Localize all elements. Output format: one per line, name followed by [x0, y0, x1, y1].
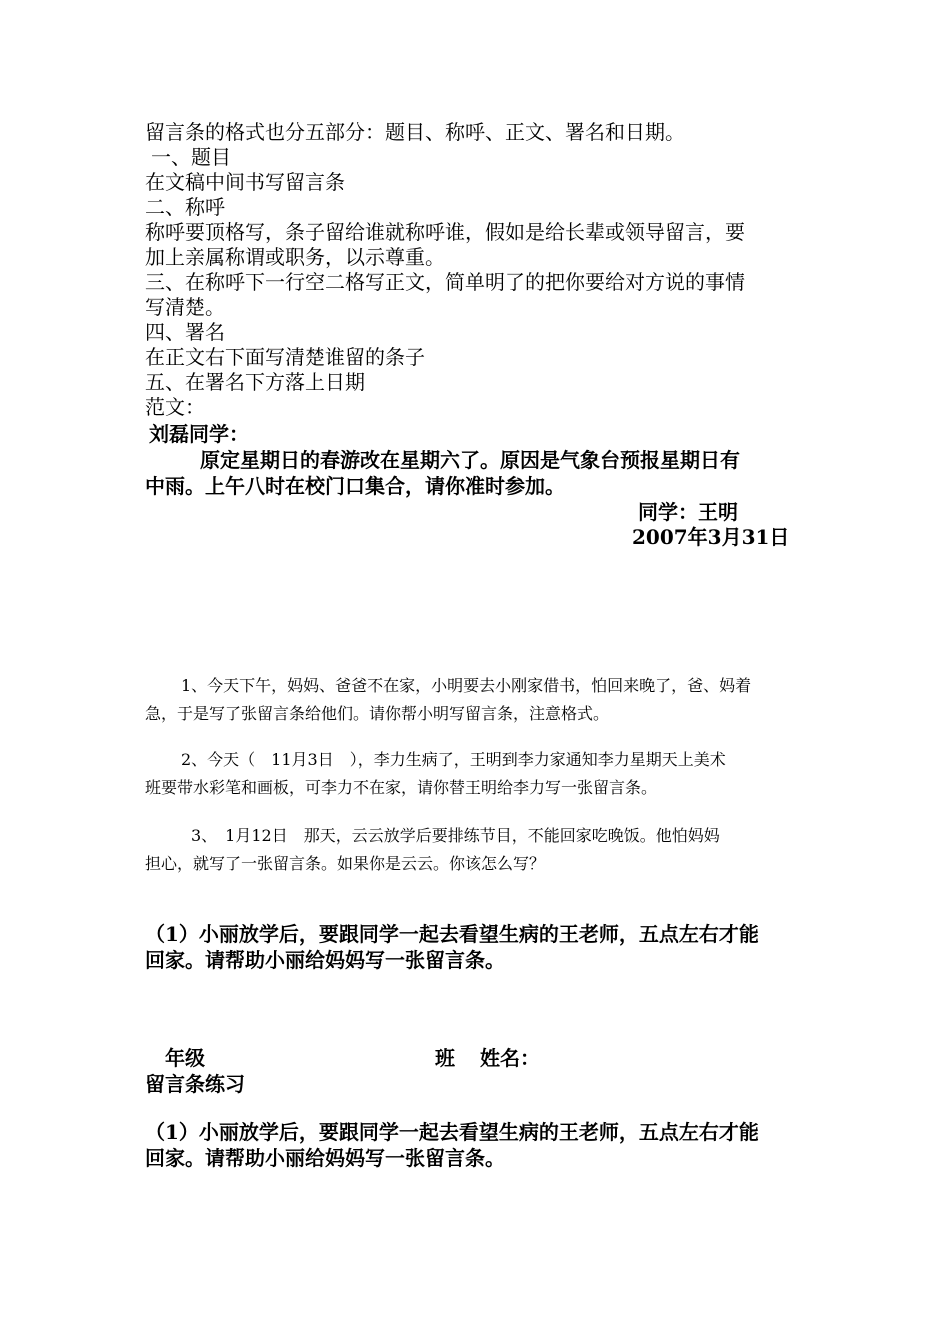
sample-body-line1: 原定星期日的春游改在星期六了。原因是气象台预报星期日有: [200, 448, 740, 472]
section-2-body-line1: 称呼要顶格写，条子留给谁就称呼谁，假如是给长辈或领导留言，要: [145, 220, 745, 244]
task-1-line1: （1）小丽放学后，要跟同学一起去看望生病的王老师，五点左右才能: [145, 922, 759, 946]
section-5: 五、在署名下方落上日期: [145, 370, 365, 394]
sample-date: 2007年3月31日: [632, 525, 790, 549]
intro-format: 留言条的格式也分五部分：题目、称呼、正文、署名和日期。: [145, 120, 685, 144]
sample-signature: 同学：王明: [638, 500, 738, 524]
name-label: 姓名：: [480, 1046, 540, 1070]
worksheet-task-line2: 回家。请帮助小丽给妈妈写一张留言条。: [145, 1146, 505, 1170]
sample-salutation: 刘磊同学：: [149, 422, 249, 446]
grade-label: 年级: [165, 1046, 205, 1070]
exercise-2-line1: 2、今天（ 11月3日 ），李力生病了，王明到李力家通知李力星期天上美术: [181, 750, 726, 769]
worksheet-task-line1: （1）小丽放学后，要跟同学一起去看望生病的王老师，五点左右才能: [145, 1120, 759, 1144]
section-2-title: 二、称呼: [145, 195, 225, 219]
section-1-title: 一、题目: [151, 145, 231, 169]
section-4-title: 四、署名: [145, 320, 225, 344]
exercise-3-line2: 担心，就写了一张留言条。如果你是云云。你该怎么写？: [145, 854, 546, 873]
class-label: 班: [435, 1046, 455, 1070]
sample-body-line2: 中雨。上午八时在校门口集合，请你准时参加。: [145, 474, 565, 498]
section-1-body: 在文稿中间书写留言条: [145, 170, 345, 194]
worksheet-title: 留言条练习: [145, 1072, 245, 1096]
exercise-2-line2: 班要带水彩笔和画板，可李力不在家，请你替王明给李力写一张留言条。: [145, 778, 658, 797]
sample-label: 范文：: [145, 395, 205, 419]
section-4-body: 在正文右下面写清楚谁留的条子: [145, 345, 425, 369]
exercise-3-line1: 3、 1月12日 那天，云云放学后要排练节目，不能回家吃晚饭。他怕妈妈: [191, 826, 720, 845]
task-1-line2: 回家。请帮助小丽给妈妈写一张留言条。: [145, 948, 505, 972]
section-2-body-line2: 加上亲属称谓或职务，以示尊重。: [145, 245, 445, 269]
section-3-line2: 写清楚。: [145, 295, 225, 319]
exercise-1-line1: 1、今天下午，妈妈、爸爸不在家，小明要去小刚家借书，怕回来晚了，爸、妈着: [181, 676, 752, 695]
section-3-line1: 三、在称呼下一行空二格写正文，简单明了的把你要给对方说的事情: [145, 270, 745, 294]
exercise-1-line2: 急，于是写了张留言条给他们。请你帮小明写留言条，注意格式。: [145, 704, 610, 723]
